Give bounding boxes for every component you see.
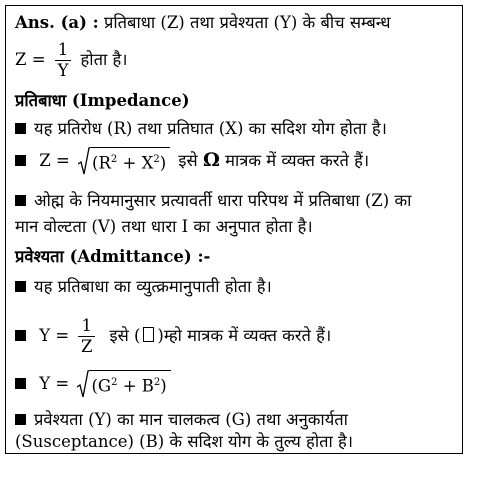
- admittance-formula-2-lhs: Y =: [39, 373, 70, 393]
- admittance-heading: प्रवेश्यता (Admittance) :-: [15, 247, 211, 266]
- answer-box: [5, 5, 463, 454]
- intro-text: प्रतिबाधा (Z) तथा प्रवेश्यता (Y) के बीच सम्बन्ध: [103, 13, 391, 32]
- admittance-bullet-1-text: यह प्रतिबाधा का व्युत्क्रमानुपाती होता है।: [34, 277, 272, 296]
- relation-fraction: [55, 40, 72, 81]
- answer-intro-line: [15, 12, 391, 34]
- impedance-bullet-1-text: यह प्रतिरोध (R) तथा प्रतिघात (X) का सदिश योग होता है।: [34, 119, 387, 138]
- bullet-square-icon: [15, 123, 26, 134]
- admittance-formula-2-line: [15, 370, 174, 399]
- unit-prefix: इसे: [178, 150, 198, 170]
- admittance-fraction: [78, 316, 95, 357]
- impedance-bullet-3: [15, 190, 411, 212]
- mho-unit-suffix: )म्हो मात्रक में व्यक्त करते हैं।: [157, 326, 332, 345]
- impedance-bullet-3-cont: मान वोल्टता (V) तथा धारा I का अनुपात होता है।: [15, 217, 313, 236]
- admittance-bullet-4: [15, 409, 348, 431]
- radicand-r: (R: [92, 153, 111, 173]
- radicand-g: (G: [91, 376, 112, 396]
- admittance-bullet-4-text: प्रवेश्यता (Y) का मान चालकत्व (G) तथा अनुकार्यता: [34, 410, 348, 429]
- radicand-close: ): [159, 153, 167, 173]
- exponent: 2: [110, 154, 118, 165]
- fraction-numerator: 1: [55, 40, 72, 61]
- admittance-formula-lhs: Y =: [39, 326, 70, 345]
- bullet-square-icon: [15, 378, 26, 389]
- exponent: 2: [153, 154, 160, 165]
- admittance-bullet-1: [15, 276, 272, 298]
- fraction-denominator: Y: [57, 61, 69, 80]
- impedance-formula-line: [15, 147, 369, 176]
- admittance-formula-line: [15, 316, 331, 357]
- radicand-x: + X: [117, 153, 154, 173]
- missing-glyph-icon: [143, 327, 154, 342]
- bullet-square-icon: [15, 414, 26, 425]
- bullet-square-icon: [15, 155, 26, 166]
- radicand-b: + B: [117, 376, 154, 396]
- relation-text: होता है।: [80, 50, 128, 69]
- ohm-symbol: Ω: [202, 148, 220, 171]
- exponent: 2: [153, 377, 161, 388]
- exponent: 2: [111, 377, 118, 388]
- relation-line: [15, 40, 128, 81]
- bullet-square-icon: [15, 195, 26, 206]
- impedance-heading: प्रतिबाधा (Impedance): [15, 91, 190, 110]
- impedance-bullet-1: [15, 118, 387, 140]
- square-root-icon: [77, 370, 170, 399]
- bullet-square-icon: [15, 281, 26, 292]
- unit-suffix: मात्रक में व्यक्त करते हैं।: [225, 150, 370, 170]
- fraction-denominator: Z: [80, 337, 93, 356]
- mho-unit-prefix: इसे (: [109, 326, 141, 345]
- admittance-bullet-4-cont: (Susceptance) (B) के सदिश योग के तुल्य होता है।: [15, 432, 354, 451]
- radicand-close: ): [160, 376, 167, 396]
- bullet-square-icon: [15, 330, 26, 341]
- impedance-bullet-3-text: ओह्म के नियमानुसार प्रत्यावर्ती धारा परिपथ में प्रतिबाधा (Z) का: [34, 191, 412, 210]
- relation-lhs: Z =: [15, 50, 46, 69]
- fraction-numerator: 1: [78, 316, 95, 337]
- answer-label: Ans. (a) :: [15, 13, 99, 32]
- square-root-icon: [78, 147, 170, 176]
- impedance-formula-lhs: Z =: [39, 150, 70, 170]
